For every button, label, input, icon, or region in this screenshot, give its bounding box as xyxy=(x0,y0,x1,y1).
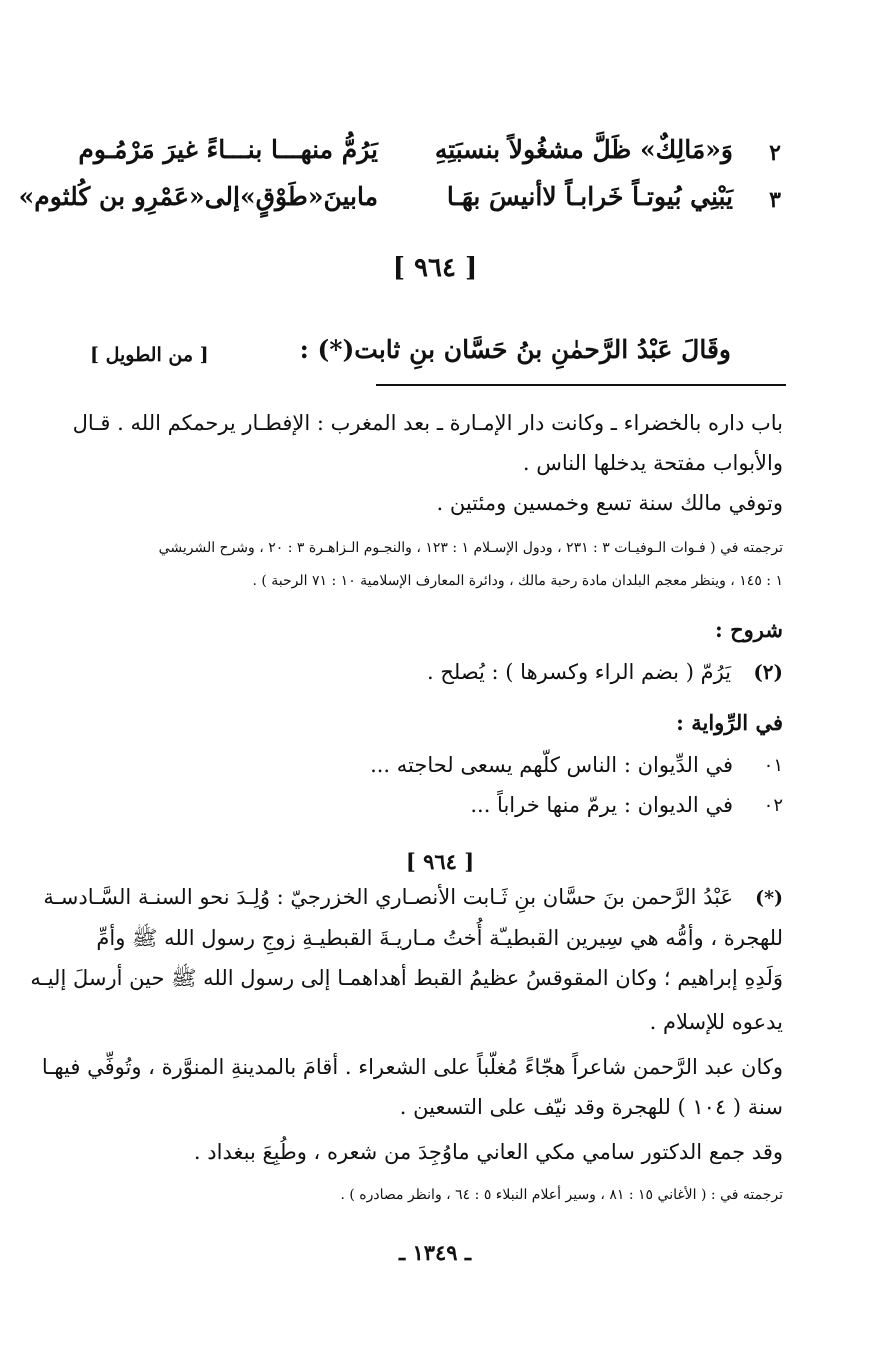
bio-number: [ ٩٦٤ ] xyxy=(405,849,475,874)
bio-marker: (*) xyxy=(755,887,783,909)
poem-number: [ ٩٦٤ ] xyxy=(392,253,478,283)
riwaya-number: ٠٢ xyxy=(763,795,783,816)
bio-line: سنة ( ١٠٤ ) للهجرة وقد نيّف على التسعين . xyxy=(399,1095,783,1119)
bio-line: للهجرة ، وأمُّه هي سِيرين القبطيـّة أُختُ مـاريـةَ القبطيـةِ زوجِ رسول الله ﷺ وأمِّ xyxy=(96,926,783,950)
riwaya-number: ٠١ xyxy=(763,755,783,776)
verse-hemistich-second: يَرُمُّ منهـــا بنـــاءً غيرَ مَرْمُـوم xyxy=(78,135,378,164)
bio-reference: ترجمته في : ( الأغاني ١٥ : ٨١ ، وسير أعلام النبلاء ٥ : ٦٤ ، وانظر مصادره ) . xyxy=(340,1187,783,1203)
bio-line: وقد جمع الدكتور سامي مكي العاني ماوُجِدَ من شعره ، وطُبِعَ ببغداد . xyxy=(193,1140,783,1164)
section-heading-riwaya: في الرِّواية : xyxy=(676,710,783,735)
bio-line: يدعوه للإسلام . xyxy=(649,1010,783,1034)
header-rule xyxy=(376,384,786,386)
poem-title: وقَالَ عَبْدُ الرَّحمٰنِ بنُ حَسَّان بنِ ثابت(*) : xyxy=(299,335,731,364)
section-heading-shuruh: شروح : xyxy=(715,617,783,642)
bio-line: عَبْدُ الرَّحمن بنَ حسَّان بنِ ثَـابت الأنصـاري الخزرجيّ : وُلِـدَ نحو السنـة السَّـادسـة xyxy=(43,885,733,909)
bio-line: وكان عبد الرَّحمن شاعراً هجّاءً مُغلّباً على الشعراء . أقامَ بالمدينةِ المنوَّرة ، وتُوفِّي فيهـا xyxy=(41,1055,783,1079)
verse-hemistich-second: مابينَ«طَوْقٍ»إلى«عَمْرِو بن كُلثوم» xyxy=(18,182,378,211)
bio-line: وَلَدِهِ إبراهيم ؛ وكان المقوقسُ عظيمُ القبط أهداهمـا إلى رسول الله ﷺ حين أرسلَ إليـه xyxy=(30,966,783,990)
poem-meter: [ من الطويل ] xyxy=(90,344,209,366)
note-line: والأبواب مفتحة يدخلها الناس . xyxy=(522,451,783,475)
commentary-number: (٢) xyxy=(753,660,783,684)
verse-number: ٣ xyxy=(769,187,781,213)
reference-line: ترجمته في ( فـوات الـوفيـات ٣ : ٢٣١ ، ودول الإسـلام ١ : ١٢٣ ، والنجـوم الـزاهـرة ٣ : ٢٠ ، وشرح الشريشي xyxy=(158,540,783,556)
verse-hemistich-first: يَبْنِي بُيوتـاً خَرابـاً لاأنيسَ بهَـا xyxy=(446,182,733,211)
note-line: وتوفي مالك سنة تسع وخمسين ومئتين . xyxy=(436,491,783,515)
verse-number: ٢ xyxy=(769,140,781,166)
commentary-text: يَرُمّ ( بضم الراء وكسرها ) : يُصلح . xyxy=(426,660,731,684)
reference-line: ١ : ١٤٥ ، وينظر معجم البلدان مادة رحبة مالك ، ودائرة المعارف الإسلامية ١٠ : ٧١ الرحبة ) . xyxy=(252,573,783,589)
riwaya-text: في الديوان : يرمّ منها خراباً ... xyxy=(470,793,733,817)
verse-hemistich-first: وَ«مَالِكٌ» ظَلَّ مشغُولاً بنسبَتِهِ xyxy=(434,135,733,164)
riwaya-text: في الدِّيوان : الناس كلّهم يسعى لحاجته ... xyxy=(370,753,733,777)
page-number: ـ ١٣٤٩ ـ xyxy=(398,1240,472,1265)
note-line: باب داره بالخضراء ـ وكانت دار الإمـارة ـ بعد المغرب : الإفطـار يرحمكم الله . قـال xyxy=(72,411,783,435)
